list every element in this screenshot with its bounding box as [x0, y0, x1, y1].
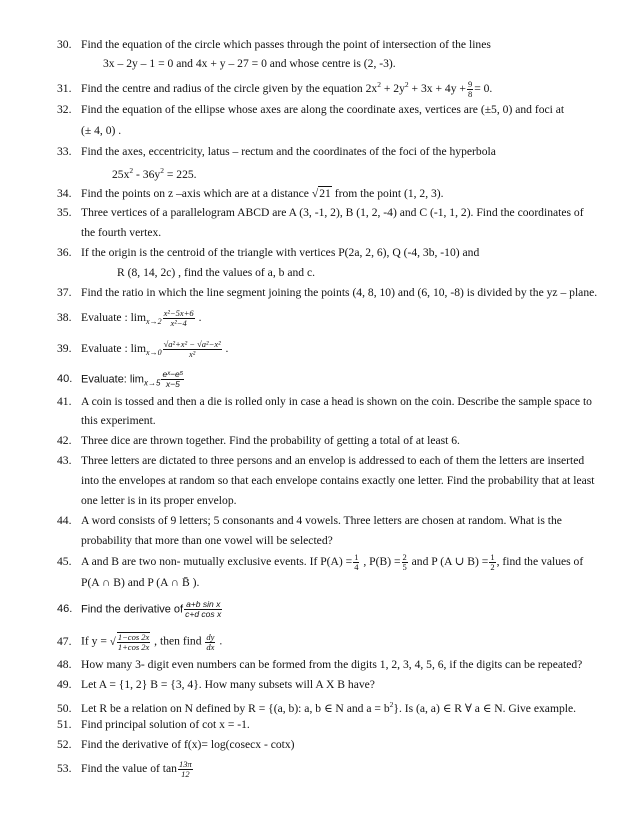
question-45: 45. A and B are two non- mutually exclusive events. If P(A) = $\frac{1}{4}$ , P(B) = $\frac{2}{5}$ and P (A ∪ B) = $\frac{1}{2}$ , find the values of — [57, 552, 584, 572]
question-33-continuation: $25x^2 - 36y^2 = 225$. — [112, 166, 197, 181]
question-43-continuation-1: into the envelopes at random so that each envelope contains exactly one letter. Find the probability that at least — [81, 474, 595, 487]
question-46: 46. Find the derivative of $\frac{\text{a+b sin x}}{\text{c+d cos x}}$ — [57, 599, 222, 619]
question-45-continuation: P(A ∩ B) and P (A ∩ B̄ ). — [81, 576, 200, 589]
question-47: 47. If y = √ $\frac{1-\cos 2x}{1+\cos 2x}$ , then find $\frac{dy}{dx}$ . — [57, 631, 223, 652]
question-35: 35. Three vertices of a parallelogram ABCD are A (3, -1, 2), B (1, 2, -4) and C (-1, 1, 2). Find the coordinates of — [57, 206, 584, 219]
question-37: 37. Find the ratio in which the line segment joining the points (4, 8, 10) and (6, 10, -8) is divided by the yz – plane. — [57, 286, 598, 299]
question-44-continuation: probability that more than one vowel will be selected? — [81, 534, 333, 547]
question-50: 50. Let R be a relation on N defined by R = {(a, b): a, b ∈ N and $a = b^2$}. Is (a, a) ∈ R ∀ a ∈ N. Give example. — [57, 700, 577, 715]
question-42: 42. Three dice are thrown together. Find the probability of getting a total of at least 6. — [57, 434, 460, 447]
fraction: $\frac{\text{a+b sin x}}{\text{c+d cos x}}$ — [185, 599, 222, 619]
question-43: 43. Three letters are dictated to three persons and an envelop is addressed to each of them the letters are inserted — [57, 454, 585, 467]
fraction: $\frac{dy}{dx}$ — [206, 631, 215, 652]
question-32: 32. Find the equation of the ellipse whose axes are along the coordinate axes, vertices are (±5, 0) and foci at — [57, 103, 565, 116]
question-30: 30. Find the equation of the circle which passes through the point of intersection of the lines — [57, 38, 491, 51]
question-36: 36. If the origin is the centroid of the triangle with vertices P(2a, 2, 6), Q (-4, 3b, -10) and — [57, 246, 480, 259]
question-39: 39. Evaluate : $\lim_{x\to 0}$ $\frac{\text{√a²+x² − √a²−x²}}{\text{x²}}$ . — [57, 339, 229, 359]
question-36-continuation: R (8, 14, 2c) , find the values of a, b and c. — [117, 266, 316, 279]
question-34: 34. Find the points on z –axis which are at a distance √21 from the point (1, 2, 3). — [57, 187, 444, 200]
fraction: $\frac{\text{√a²+x² − √a²−x²}}{\text{x²}}$ — [163, 339, 221, 359]
question-text: Find the equation of the circle which passes through the point of intersection of the lines — [81, 38, 491, 51]
fraction: $\frac{1-\cos 2x}{1+\cos 2x}$ — [117, 632, 150, 652]
fraction: $\frac{9}{8}$ — [467, 78, 473, 99]
question-40: 40. Evaluate: $\lim_{x\to 5}$ $\frac{\text{eˣ−e⁵}}{x-5}$ — [57, 369, 184, 389]
question-52: 52. Find the derivative of f(x)= log(cosecx - cotx) — [57, 738, 295, 751]
question-41-continuation: this experiment. — [81, 414, 156, 427]
question-53: 53. Find the value of tan $\frac{13\pi}{12}$ — [57, 759, 192, 779]
radical: √21 — [311, 187, 331, 200]
question-48: 48. How many 3- digit even numbers can be formed from the digits 1, 2, 3, 4, 5, 6, if the digits can be repeated? — [57, 658, 583, 671]
fraction: $\frac{1}{2}$ — [490, 552, 495, 572]
question-32-continuation: (± 4, 0) . — [81, 124, 122, 137]
question-51: 51. Find principal solution of cot x = -1. — [57, 718, 250, 731]
question-30-continuation: 3x – 2y – 1 = 0 and 4x + y – 27 = 0 and whose centre is (2, -3). — [103, 57, 396, 70]
fraction: $\frac{\text{x²−5x+6}}{\text{x²−4}}$ — [163, 308, 194, 328]
question-43-continuation-2: one letter is in its proper envelop. — [81, 494, 237, 507]
fraction: $\frac{\text{eˣ−e⁵}}{x-5}$ — [162, 369, 184, 389]
question-38: 38. Evaluate : $\lim_{x\to 2}$ $\frac{\text{x²−5x+6}}{\text{x²−4}}$ . — [57, 308, 202, 328]
fraction: $\frac{2}{5}$ — [402, 552, 407, 572]
question-33: 33. Find the axes, eccentricity, latus – rectum and the coordinates of the foci of the hyperbola — [57, 145, 496, 158]
question-41: 41. A coin is tossed and then a die is rolled only in case a head is shown on the coin. Describe the sample space to — [57, 395, 592, 408]
radical: √ — [109, 636, 116, 648]
question-35-continuation: the fourth vertex. — [81, 226, 162, 239]
question-44: 44. A word consists of 9 letters; 5 consonants and 4 vowels. Three letters are chosen at random. What is the — [57, 514, 562, 527]
question-31: 31. Find the centre and radius of the circle given by the equation $2x^2 + 2y^2 + 3x + 4y$ + $\frac{9}{8}$ = 0. — [57, 78, 493, 99]
question-49: 49. Let A = {1, 2} B = {3, 4}. How many subsets will A X B have? — [57, 678, 375, 691]
fraction: $\frac{13\pi}{12}$ — [178, 759, 192, 779]
fraction: $\frac{1}{4}$ — [354, 552, 359, 572]
